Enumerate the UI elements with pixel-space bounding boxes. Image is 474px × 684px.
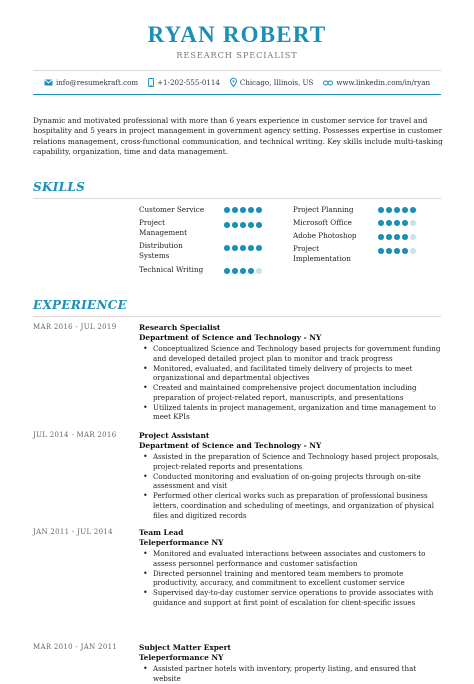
resume-job-title: RESEARCH SPECIALIST	[176, 50, 298, 60]
skill-rating	[378, 248, 416, 254]
rating-dot	[248, 245, 254, 251]
skill-rating	[378, 234, 416, 240]
skills-divider	[33, 198, 441, 199]
job-title: Project Assistant	[139, 431, 210, 440]
rating-dot	[402, 220, 408, 226]
experience-divider	[33, 316, 441, 317]
rating-dot	[224, 222, 230, 228]
rating-dot	[378, 234, 384, 240]
rating-dot	[256, 207, 262, 213]
skill-label: Adobe Photoshop	[293, 231, 357, 240]
contact-email[interactable]	[44, 78, 138, 87]
rating-dot	[402, 234, 408, 240]
job-dates: MAR 2016 - JUL 2019	[33, 323, 117, 331]
list-item: • Conducted monitoring and evaluation of on-going projects through on-site assessment and visit	[139, 472, 444, 492]
rating-dot	[240, 268, 246, 274]
job-bullets	[139, 452, 444, 520]
rating-dot	[248, 268, 254, 274]
rating-dot	[232, 245, 238, 251]
skill-label: Project Planning	[293, 205, 354, 214]
rating-dot	[402, 207, 408, 213]
rating-dot	[256, 222, 262, 228]
phone-text: +1-202-555-0114	[157, 78, 220, 87]
list-item: • Assisted in the preparation of Science and Technology based project proposals, project-related reports and presentations	[139, 452, 444, 472]
skill-rating	[224, 222, 262, 228]
skill-rating	[224, 207, 262, 213]
contact-bar	[33, 70, 441, 95]
list-item: • Assisted partner hotels with inventory, property listing, and ensured that website	[139, 664, 444, 684]
job-company: Teleperformance NY	[139, 538, 224, 547]
contact-linkedin[interactable]	[323, 78, 430, 87]
contact-phone[interactable]	[148, 78, 220, 87]
rating-dot	[394, 220, 400, 226]
job-title: Subject Matter Expert	[139, 643, 231, 652]
rating-dot	[386, 220, 392, 226]
skill-rating	[378, 207, 416, 213]
rating-dot	[232, 222, 238, 228]
rating-dot	[378, 248, 384, 254]
job-details	[139, 431, 444, 520]
skill-label: Customer Service	[139, 205, 205, 214]
rating-dot	[394, 248, 400, 254]
location-text: Chicago, Illinois, US	[239, 78, 314, 87]
rating-dot	[224, 207, 230, 213]
list-item: • Monitored and evaluated interactions between associates and customers to assess personnel performance and customer satisfaction	[139, 549, 444, 569]
envelope-icon	[44, 79, 53, 86]
rating-dot	[386, 207, 392, 213]
skill-label: Project Implementation	[293, 244, 351, 263]
job-dates: MAR 2010 - JAN 2011	[33, 643, 118, 651]
rating-dot	[394, 207, 400, 213]
rating-dot	[410, 234, 416, 240]
rating-dot	[224, 268, 230, 274]
rating-dot	[248, 222, 254, 228]
rating-dot	[240, 222, 246, 228]
rating-dot	[240, 245, 246, 251]
skill-rating	[224, 268, 262, 274]
rating-dot	[232, 207, 238, 213]
contact-location	[230, 78, 314, 87]
list-item: • Directed personnel training and mentored team members to promote productivity, accuracy, and commitment to excellent customer service	[139, 569, 444, 589]
rating-dot	[224, 245, 230, 251]
rating-dot	[378, 220, 384, 226]
job-details	[139, 528, 444, 608]
job-title: Research Specialist	[139, 323, 221, 332]
phone-icon	[148, 78, 154, 87]
skill-label: Technical Writing	[139, 265, 204, 274]
skill-label: Project Management	[139, 218, 187, 237]
job-company: Teleperformance NY	[139, 653, 224, 662]
list-item: • Created and maintained comprehensive project documentation including preparation of project-related report, manuscripts, and presentations	[139, 383, 444, 403]
rating-dot	[402, 248, 408, 254]
rating-dot	[248, 207, 254, 213]
skills-heading: SKILLS	[33, 180, 86, 194]
rating-dot	[232, 268, 238, 274]
linkedin-text: www.linkedin.com/in/ryan	[336, 78, 431, 87]
rating-dot	[394, 234, 400, 240]
job-dates: JAN 2011 - JUL 2014	[33, 528, 113, 536]
list-item: • Conceptualized Science and Technology based projects for government funding and developed detailed project plan to monitor and track progress	[139, 344, 444, 364]
job-company: Department of Science and Technology - NY	[139, 441, 322, 450]
summary-paragraph: Dynamic and motivated professional with more than 6 years experience in customer service for travel and hospitality and 5 years in project management in government agency setting. Possesses expertise in customer relations management, cross-functional communication, and technical writing. Key skills include multi-tasking capability, organization, time and data management.	[33, 116, 443, 157]
job-dates: JUL 2014 - MAR 2016	[33, 431, 117, 439]
rating-dot	[256, 245, 262, 251]
list-item: • Utilized talents in project management, organization and time management to meet KPIs	[139, 403, 444, 423]
linkedin-icon	[323, 80, 333, 86]
list-item: • Supervised day-to-day customer service operations to provide associates with guidance and support at first point of escalation for client-specific issues	[139, 588, 444, 608]
job-bullets	[139, 549, 444, 608]
list-item: • Performed other clerical works such as preparation of professional business letters, coordination and scheduling of meetings, and organization of physical files and digitized records	[139, 491, 444, 520]
rating-dot	[378, 207, 384, 213]
list-item: • Monitored, evaluated, and facilitated timely delivery of projects to meet organizational and departmental objectives	[139, 364, 444, 384]
job-bullets	[139, 344, 444, 422]
rating-dot	[386, 248, 392, 254]
skill-label: Microsoft Office	[293, 218, 352, 227]
experience-heading: EXPERIENCE	[33, 298, 128, 312]
job-company: Department of Science and Technology - NY	[139, 333, 322, 342]
rating-dot	[410, 220, 416, 226]
rating-dot	[256, 268, 262, 274]
email-text: info@resumekraft.com	[55, 78, 139, 87]
job-details	[139, 323, 444, 422]
map-pin-icon	[230, 78, 237, 87]
job-details	[139, 643, 444, 684]
rating-dot	[410, 248, 416, 254]
job-bullets	[139, 664, 444, 684]
skill-label: Distribution Systems	[139, 241, 183, 260]
rating-dot	[386, 234, 392, 240]
rating-dot	[240, 207, 246, 213]
skill-rating	[378, 220, 416, 226]
job-title: Team Lead	[139, 528, 184, 537]
rating-dot	[410, 207, 416, 213]
resume-name: RYAN ROBERT	[147, 22, 327, 47]
skill-rating	[224, 245, 262, 251]
